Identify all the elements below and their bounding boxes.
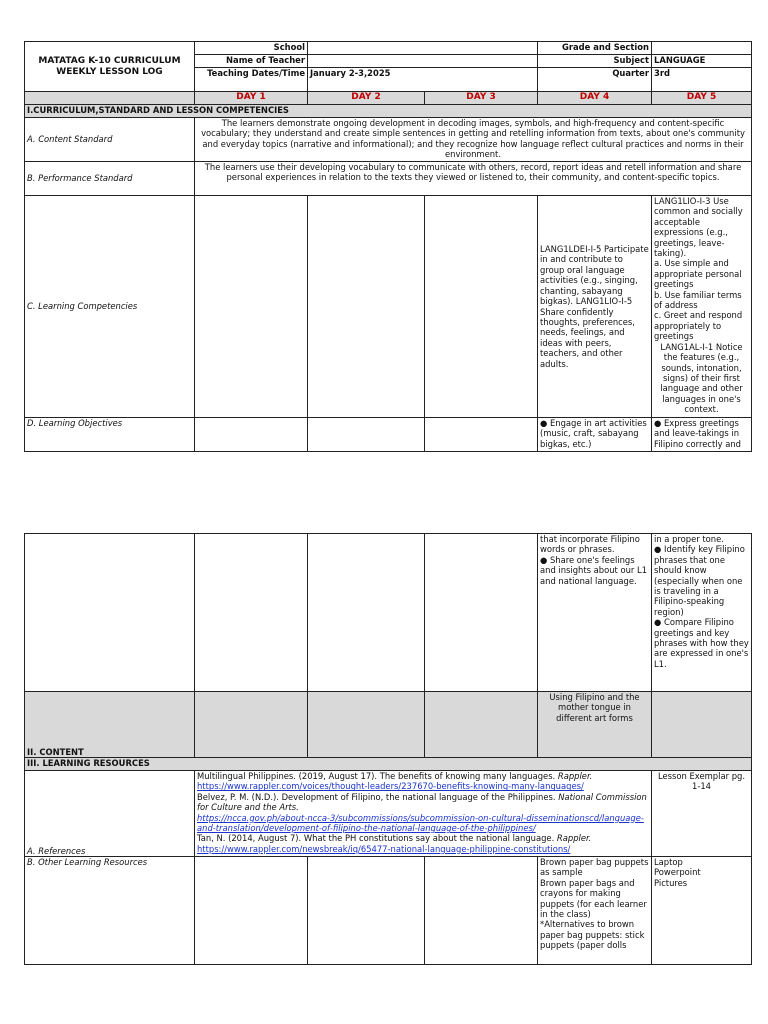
objective-day-2 [308,418,425,452]
content-standard-text: The learners demonstrate ongoing development in decoding images, symbols, and high-frequency and content-specific vocabulary; they understand and create simple sentences in getting and retelling information from texts, about one's community and everyday topics (narrative and informational); and they recognize how language reflect cultural practices and norms in their environment. [195,118,752,162]
lesson-log-table-bottom [24,533,752,965]
content-day-5 [652,692,752,758]
teaching-dates-value: January 2-3,2025 [308,68,538,92]
reference-1-link[interactable]: https://www.rappler.com/voices/thought-leaders/237670-benefits-knowing-many-languages/ [197,781,584,792]
objective-continued-day-3 [425,534,538,692]
competency-day-5-b: LANG1AL-I-1 Notice the features (e.g., sounds, intonation, signs) of their first language and other languages in one's context. [660,341,743,415]
competency-day-3 [425,196,538,418]
day-1-header: DAY 1 [195,92,308,105]
objective-continued-day-1 [195,534,308,692]
other-resources-label: B. Other Learning Resources [25,857,195,965]
references-label: A. References [25,771,195,857]
reference-3-text: Tan, N. (2014, August 7). What the PH constitutions say about the national language. [197,833,555,844]
content-standard-label: A. Content Standard [25,118,195,162]
other-resources-day-4: Brown paper bag puppets as sample Brown paper bags and crayons for making puppets (for each learner in the class) *Alternatives to brown paper bag puppets: stick puppets (paper dolls [538,857,652,965]
objective-day-4-part-2: that incorporate Filipino words or phrases. ● Share one's feelings and insights about our L1 and national language. [538,534,652,692]
content-label: II. CONTENT [25,692,195,758]
learning-competencies-label: C. Learning Competencies [25,196,195,418]
day-5-header: DAY 5 [652,92,752,105]
performance-standard-text: The learners use their developing vocabulary to communicate with others, record, report ideas and retell information and share personal experiences in relation to the texts they viewed or listened to, their community, and content-specific topics. [195,162,752,196]
objective-day-5-part-1: ● Express greetings and leave-takings in Filipino correctly and [652,418,752,452]
objectives-continued-label [25,534,195,692]
subject-label: Subject [538,55,652,68]
reference-3-link[interactable]: https://www.rappler.com/newsbreak/iq/65477-national-language-philippine-constitutions/ [197,843,571,854]
objective-day-5-part-2: in a proper tone. ● Identify key Filipino phrases that one should know (especially when one is traveling in a Filipino-speaking region) ● Compare Filipino greetings and key phrases with how they are expressed in one's L1. [652,534,752,692]
competency-day-5 [652,196,752,418]
teaching-dates-label: Teaching Dates/Time [195,68,308,92]
competency-day-1 [195,196,308,418]
competency-day-2 [308,196,425,418]
learning-objectives-label: D. Learning Objectives [25,418,195,452]
other-resources-day-5: Laptop Powerpoint Pictures [652,857,752,965]
lesson-log-page-2 [0,533,768,965]
reference-1-text: Multilingual Philippines. (2019, August 17). The benefits of knowing many languages. [197,771,556,781]
day-header-blank [25,92,195,105]
content-day-3 [425,692,538,758]
objective-day-4-part-1: ● Engage in art activities (music, craft, sabayang bigkas, etc.) [538,418,652,452]
objective-continued-day-2 [308,534,425,692]
school-value[interactable] [308,42,538,55]
reference-1-publisher: Rappler. [557,771,593,781]
content-day-1 [195,692,308,758]
content-day-4: Using Filipino and the mother tongue in different art forms [538,692,652,758]
references-day-5: Lesson Exemplar pg. 1-14 [652,771,752,857]
other-resources-day-1 [195,857,308,965]
competencies-section-header: I.CURRICULUM,STANDARD AND LESSON COMPETENCIES [25,105,752,118]
day-3-header: DAY 3 [425,92,538,105]
objective-day-3 [425,418,538,452]
teacher-label: Name of Teacher [195,55,308,68]
objective-day-1 [195,418,308,452]
content-day-2 [308,692,425,758]
teacher-value[interactable] [308,55,538,68]
lesson-log-page-1 [0,41,768,452]
performance-standard-label: B. Performance Standard [25,162,195,196]
other-resources-day-2 [308,857,425,965]
reference-2-publisher: National Commission for Culture and the Arts. [197,791,647,813]
references-list [195,771,652,857]
reference-2-link[interactable]: https://ncca.gov.ph/about-ncca-3/subcommissions/subcommission-on-cultural-disseminationscd/language-and-translation/development-of-filipino-the-national-language-of-the-philippines/ [197,812,644,834]
quarter-value: 3rd [652,68,752,92]
grade-section-value[interactable] [652,42,752,55]
subject-value: LANGUAGE [652,55,752,68]
reference-3-publisher: Rappler. [556,833,592,844]
competency-day-5-a: LANG1LIO-I-3 Use common and socially acceptable expressions (e.g., greetings, leave-taking). a. Use simple and appropriate personal greetings b. Use familiar terms of address c. Greet and respond appropriately to greetings [654,196,743,342]
learning-resources-header: III. LEARNING RESOURCES [25,758,752,771]
competency-day-4: LANG1LDEI-I-5 Participate in and contribute to group oral language activities (e.g., singing, chanting, sabayang bigkas). LANG1LIO-I-5 Share confidently thoughts, preferences, needs, feelings, and ideas with peers, teachers, and other adults. [538,196,652,418]
reference-2-text: Belvez, P. M. (N.D.). Development of Filipino, the national language of the Philippines. [197,791,556,802]
other-resources-day-3 [425,857,538,965]
day-4-header: DAY 4 [538,92,652,105]
day-2-header: DAY 2 [308,92,425,105]
log-title: MATATAG K-10 CURRICULUM WEEKLY LESSON LOG [25,42,195,92]
lesson-log-table-top [24,41,752,452]
school-label: School [195,42,308,55]
grade-section-label: Grade and Section [538,42,652,55]
quarter-label: Quarter [538,68,652,92]
